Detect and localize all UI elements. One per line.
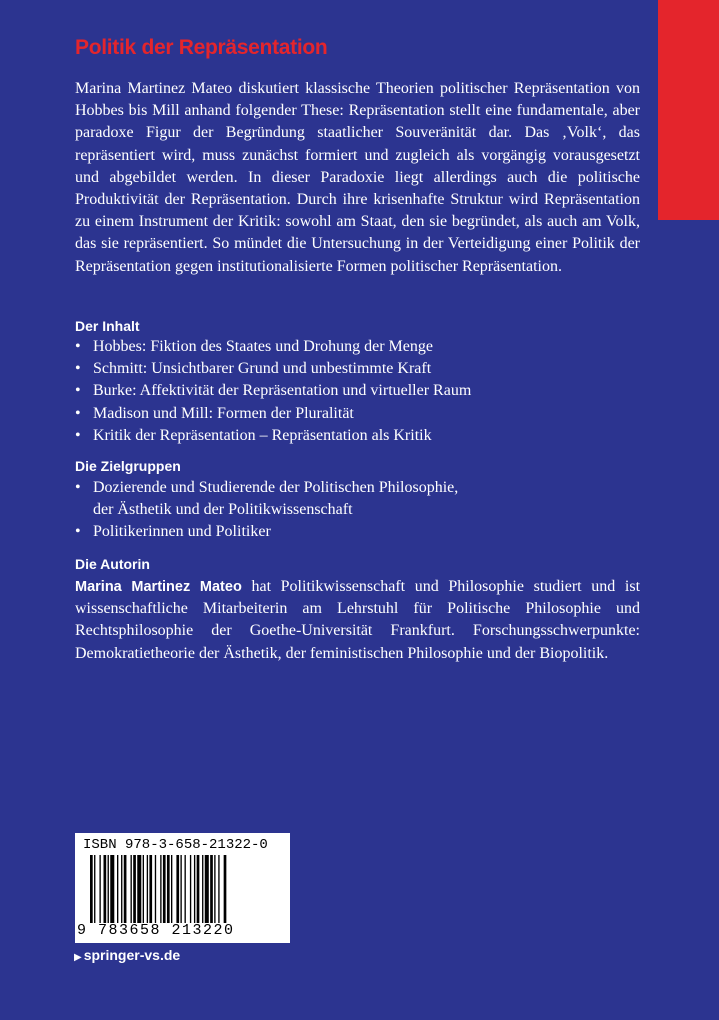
barcode-bar [121,855,122,923]
barcode-bar [197,855,200,923]
list-item: • Dozierende und Studierende der Politischen Philosophie, der Ästhetik und der Politikwissenschaft [75,479,459,519]
author-name: Marina Martinez Mateo [75,579,242,595]
page-title: Politik der Repräsentation [75,36,328,59]
barcode-bar [167,855,170,923]
barcode-bar [224,855,227,923]
barcode-bar [99,855,100,923]
bullet-icon: • [75,360,81,378]
inhalt-heading: Der Inhalt [75,318,140,334]
barcode-bar [160,855,161,923]
barcode-bar [147,855,148,923]
barcode-bar [155,855,156,923]
barcode-bar [131,855,132,923]
red-accent-bar [658,0,719,220]
barcode-bar [133,855,136,923]
bullet-icon: • [75,382,81,400]
barcode-bar [108,855,109,923]
barcode-digits: 9 783658 213220 [77,922,235,939]
list-item: • Kritik der Repräsentation – Repräsentation als Kritik [75,425,640,447]
arrow-icon: ▶ [74,952,82,963]
barcode-bar [176,855,179,923]
barcode-bar [110,855,114,923]
list-item: • Madison und Mill: Formen der Pluralität [75,403,640,425]
barcode-bar [171,855,172,923]
list-item: • Schmitt: Unsichtbarer Grund und unbestimmte Kraft [75,358,640,380]
barcode-bar [180,855,181,923]
barcode-bar [214,855,215,923]
bullet-icon: • [75,338,81,355]
zielgruppen-heading: Die Zielgruppen [75,458,181,474]
autorin-heading: Die Autorin [75,556,150,572]
barcode-bar [149,855,152,923]
barcode-bar [137,855,141,923]
zielgruppen-list [75,477,640,544]
author-bio [75,576,640,665]
barcode-bar [90,855,93,923]
barcode-bar [143,855,144,923]
barcode-bar [104,855,107,923]
list-item: • Burke: Affektivität der Repräsentation und virtueller Raum [75,380,640,402]
inhalt-list [75,336,640,447]
bullet-icon: • [75,404,81,422]
barcode-bar [218,855,219,923]
isbn-label: ISBN 978-3-658-21322-0 [83,837,268,853]
barcode-bar [190,855,191,923]
barcode-bar [194,855,195,923]
barcode-bar [202,855,203,923]
list-item: • Hobbes: Fiktion des Staates und Drohung der Menge [75,336,640,358]
barcode [75,833,290,943]
barcode-bar [124,855,127,923]
barcode-bar [185,855,186,923]
barcode-bars [90,855,280,923]
list-item: • Politikerinnen und Politiker [75,521,640,543]
bullet-icon: • [75,523,81,541]
bullet-icon: • [75,426,81,444]
barcode-bar [210,855,213,923]
barcode-bar [117,855,118,923]
barcode-bar [163,855,166,923]
author-bio-text: hat Politikwissenschaft und Philosophie studiert und ist wissenschaftliche Mitarbeiterin am Lehrstuhl für Politische Philosophie und Rechtsphilosophie der Goethe-Universität Frankfurt. Forschungsschwerpunkte: Demokratietheorie der Ästhetik, der feministischen Philosophie und der Biopolitik. [75,578,641,662]
bullet-icon: • [75,479,81,496]
website-link[interactable]: ▶ springer-vs.de [74,947,181,963]
barcode-bar [205,855,209,923]
barcode-bar [94,855,95,923]
intro-paragraph: Marina Martinez Mateo diskutiert klassische Theorien politischer Repräsentation von Hobbes bis Mill anhand folgender These: Repräsentation stellt eine fundamentale, aber paradoxe Figur der Begründung staatlicher Souveränität dar. Das ‚Volk‘, das repräsentiert wird, muss zunächst formiert und zugleich als vorgängig vorausgesetzt und abgebildet werden. In dieser Paradoxie liegt allerdings auch die politische Produktivität der Repräsentation. Durch ihre krisenhafte Struktur wird Repräsentation zu einem Instrument der Kritik: sowohl am Staat, den sie begründet, als auch am Volk, das sie repräsentiert. So mündet die Untersuchung in der Verteidigung einer Politik der Repräsentation gegen institutionalisierte Formen politischer Repräsentation. [75,80,640,275]
